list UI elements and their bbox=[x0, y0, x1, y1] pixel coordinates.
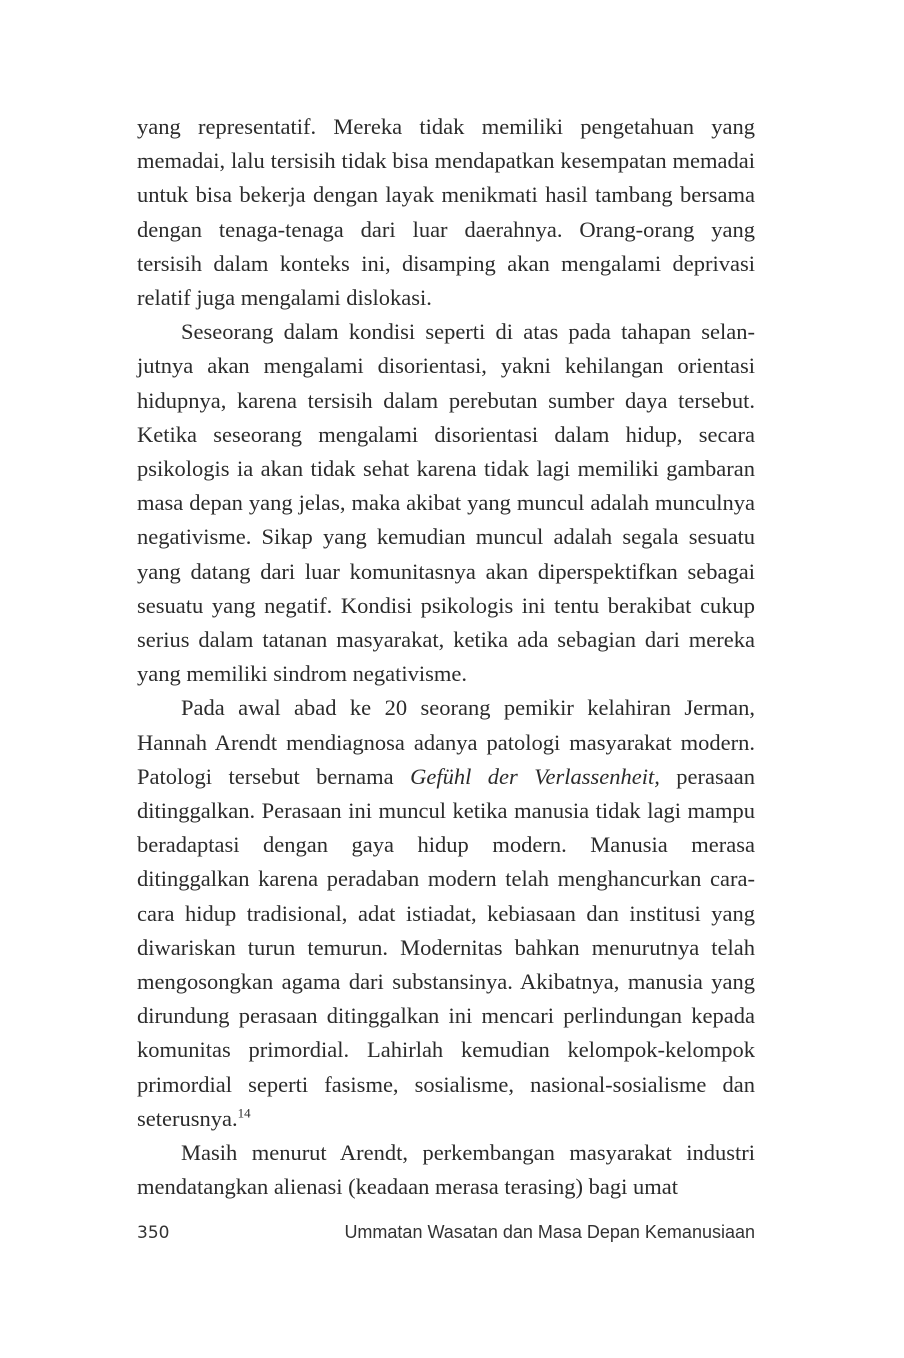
italic-term: Gefühl der Verlassenheit, bbox=[410, 763, 660, 789]
paragraph-3 bbox=[137, 691, 755, 1136]
paragraph-3-text-start: Pada awal abad ke 20 seorang pemikir kelahiran Jerman, Hannah Arendt mendiagnosa adanya patologi masyarakat modern. Patologi tersebut bernama bbox=[137, 695, 755, 789]
paragraph-4: Masih menurut Arendt, perkembangan masyarakat industri mendatangkan alienasi (keadaan merasa terasing) bagi umat bbox=[137, 1140, 755, 1200]
page-footer bbox=[137, 1222, 755, 1243]
paragraph-3-text-end: perasaan ditinggalkan. Perasaan ini muncul ketika manusia tidak lagi mampu beradaptasi dengan gaya hidup modern. Manusia merasa ditinggalkan karena peradaban modern telah menghancurkan cara-cara hidup tradisional, adat istiadat, kebiasaan dan institusi yang diwariskan turun temurun. Modernitas bahkan menurutnya telah mengosongkan agama dari substansinya. Akibatnya, manusia yang dirundung perasaan ditinggalkan ini mencari perlindungan kepada komunitas primordial. Lahirlah kemudian kelompok-kelompok primordial seperti fasisme, sosialisme, nasional-sosialisme dan seterusnya. bbox=[137, 763, 755, 1131]
paragraph-1: yang representatif. Mereka tidak memiliki pengetahuan yang memadai, lalu tersisih tidak bisa mendapatkan kesempatan memadai untuk bisa bekerja dengan layak menikmati hasil tambang bersama dengan tenaga-tenaga dari luar daerahnya. Orang-orang yang tersisih dalam konteks ini, disamping akan mengalami deprivasi relatif juga mengalami dislokasi. bbox=[137, 114, 755, 311]
page-number: 350 bbox=[137, 1223, 170, 1243]
page-body bbox=[137, 110, 755, 1205]
running-title: Ummatan Wasatan dan Masa Depan Kemanusiaan bbox=[344, 1222, 755, 1242]
paragraph-2: Seseorang dalam kondisi seperti di atas pada tahapan selanjutnya akan mengalami disorientasi, yakni kehilangan orientasi hidupnya, karena tersisih dalam perebutan sumber daya tersebut. Ketika seseorang mengalami disorientasi dalam hidup, secara psikologis ia akan tidak sehat karena tidak lagi memiliki gambaran masa depan yang jelas, maka akibat yang muncul adalah munculnya negativisme. Sikap yang kemudian muncul adalah segala sesuatu yang datang dari luar komunitasnya akan diperspektifkan sebagai sesuatu yang negatif. Kondisi psikologis ini tentu berakibat cukup serius dalam tatanan masyarakat, ketika ada sebagian dari mereka yang memiliki sindrom negativisme. bbox=[137, 319, 755, 687]
footnote-reference[interactable]: 14 bbox=[237, 1105, 251, 1121]
